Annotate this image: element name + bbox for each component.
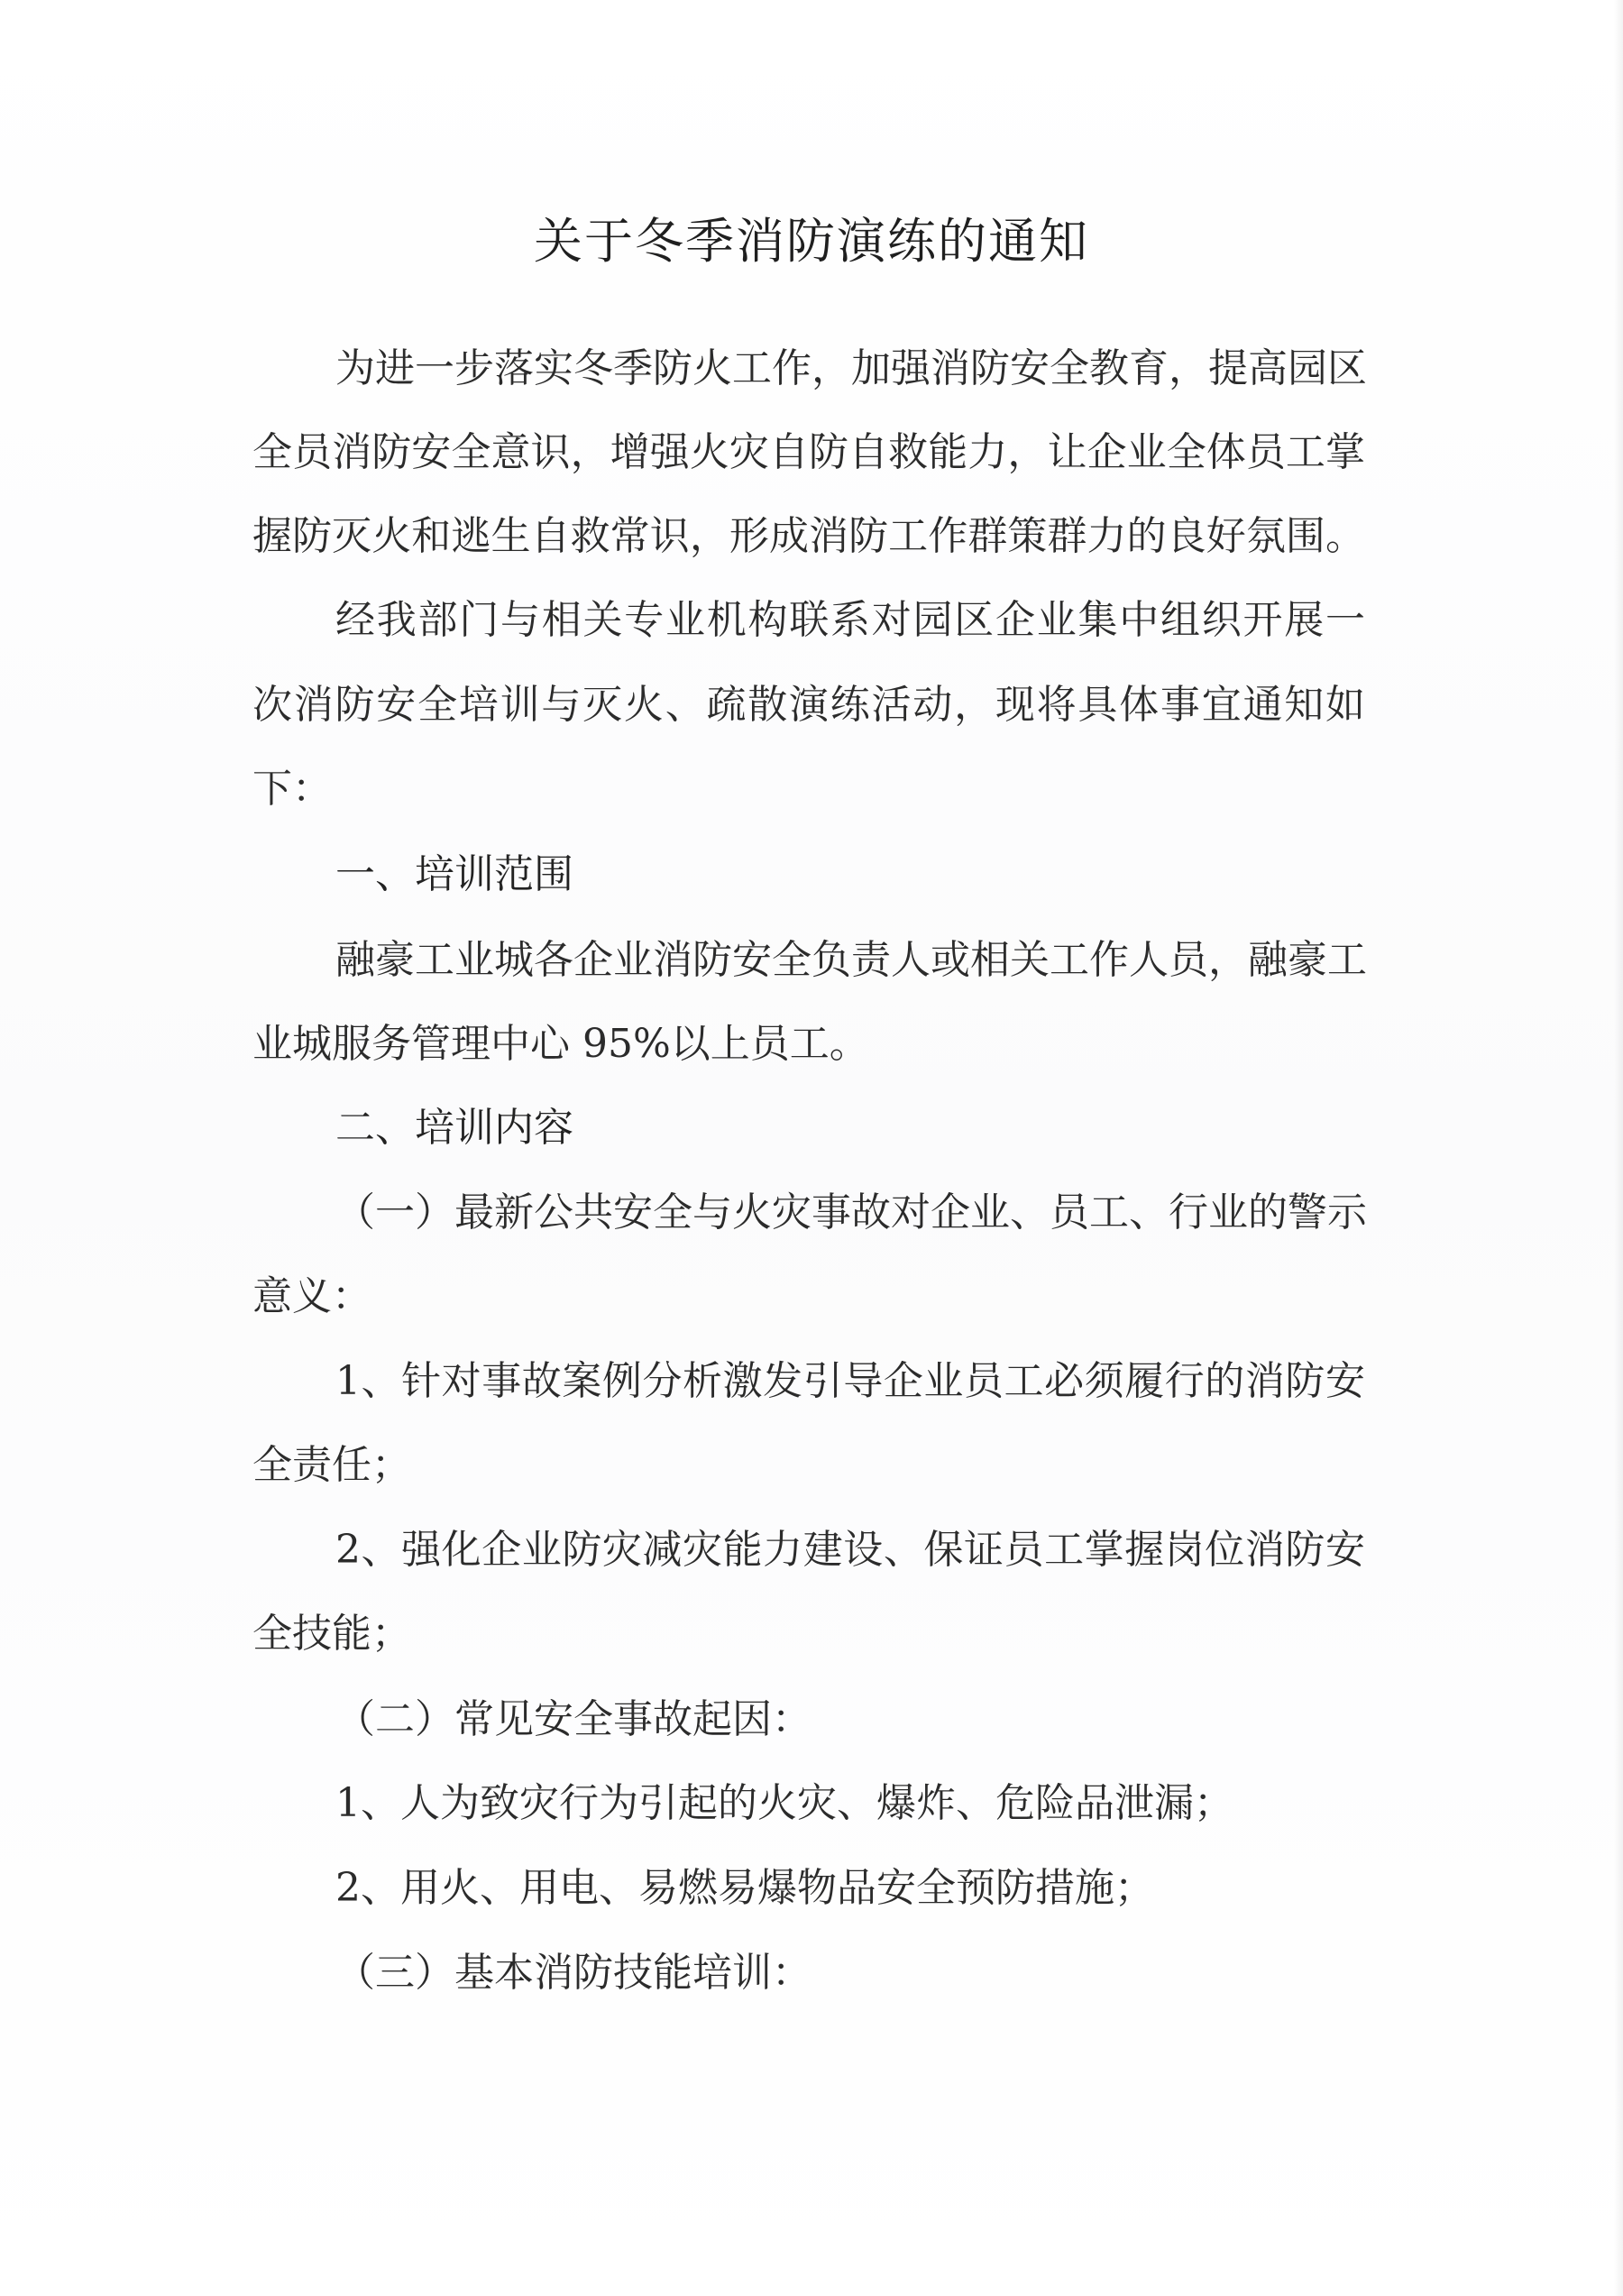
content-item-2: （二）常见安全事故起因： bbox=[335, 1696, 812, 1742]
content-subitem-2-line-1: 2、强化企业防灾减灾能力建设、保证员工掌握岗位消防安 bbox=[335, 1527, 1365, 1573]
content-subitem-1-line-1: 1、针对事故案例分析激发引导企业员工必须履行的消防安 bbox=[335, 1358, 1365, 1404]
paragraph-1-line-1: 为进一步落实冬季防火工作，加强消防安全教育，提高园区 bbox=[335, 345, 1367, 391]
content-item-1-line-2: 意义： bbox=[252, 1273, 371, 1319]
scope-line-1: 融豪工业城各企业消防安全负责人或相关工作人员，融豪工 bbox=[335, 937, 1367, 983]
content-item-2-subitem-2: 2、用火、用电、易燃易爆物品安全预防措施； bbox=[335, 1865, 1154, 1911]
paragraph-2-line-1: 经我部门与相关专业机构联系对园区企业集中组织开展一 bbox=[335, 597, 1365, 643]
paragraph-2-line-3: 下： bbox=[252, 766, 332, 812]
page-edge-shadow bbox=[1614, 0, 1623, 2296]
content-subitem-1-line-2: 全责任； bbox=[252, 1442, 411, 1488]
paragraph-1-line-3: 握防灭火和逃生自救常识，形成消防工作群策群力的良好氛围。 bbox=[252, 513, 1365, 559]
document-title: 关于冬季消防演练的通知 bbox=[534, 213, 1089, 270]
section-heading-scope: 一、培训范围 bbox=[335, 851, 573, 897]
scope-line-2: 业城服务管理中心 95%以上员工。 bbox=[252, 1021, 869, 1067]
content-subitem-2-line-2: 全技能； bbox=[252, 1611, 411, 1657]
content-item-3: （三）基本消防技能培训： bbox=[335, 1950, 812, 1996]
content-item-2-subitem-1: 1、人为致灾行为引起的火灾、爆炸、危险品泄漏； bbox=[335, 1780, 1233, 1826]
section-heading-content: 二、培训内容 bbox=[335, 1105, 573, 1151]
paragraph-2-line-2: 次消防安全培训与灭火、疏散演练活动，现将具体事宜通知如 bbox=[252, 682, 1365, 728]
content-item-1-line-1: （一）最新公共安全与火灾事故对企业、员工、行业的警示 bbox=[335, 1189, 1367, 1235]
paragraph-1-line-2: 全员消防安全意识，增强火灾自防自救能力，让企业全体员工掌 bbox=[252, 429, 1365, 475]
